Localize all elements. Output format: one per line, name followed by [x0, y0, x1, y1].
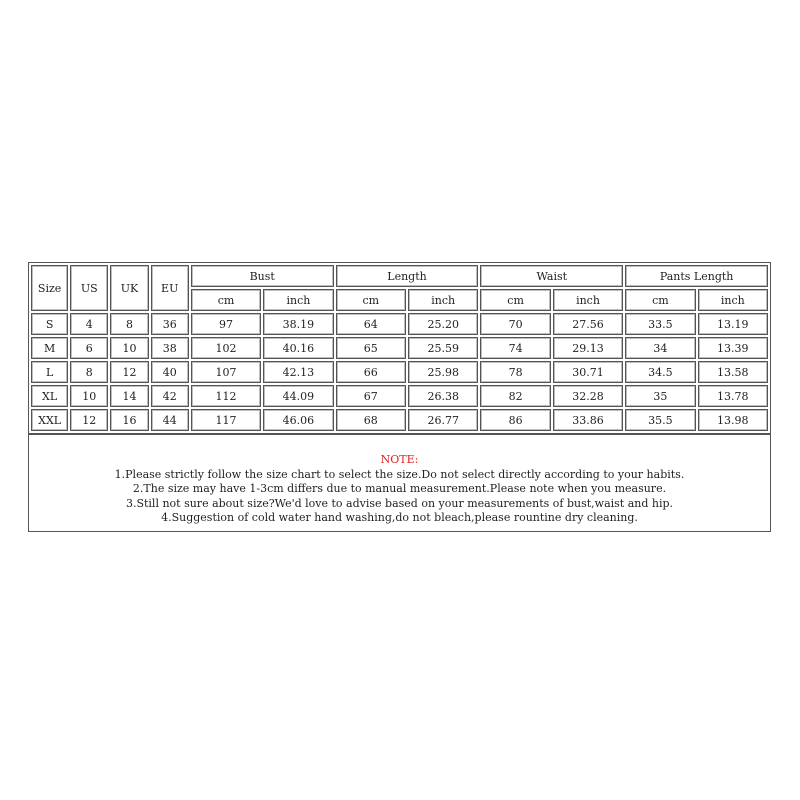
table-row — [31, 337, 768, 359]
table-cell: 34 — [625, 337, 695, 359]
table-cell: 68 — [336, 409, 406, 431]
table-row — [31, 409, 768, 431]
table-cell: 67 — [336, 385, 406, 407]
header-us: US — [70, 265, 108, 311]
table-cell: 82 — [480, 385, 550, 407]
note-box — [28, 434, 771, 532]
size-label-cell: M — [31, 337, 68, 359]
table-cell: 64 — [336, 313, 406, 335]
table-cell: 8 — [70, 361, 108, 383]
table-cell: 25.20 — [408, 313, 478, 335]
table-cell: 33.5 — [625, 313, 695, 335]
table-cell: 86 — [480, 409, 550, 431]
note-line: 3.Still not sure about size?We'd love to advise based on your measurements of bust,waist and hip. — [125, 496, 674, 510]
table-cell: 112 — [191, 385, 261, 407]
header-length: Length — [336, 265, 479, 287]
table-cell: 13.58 — [698, 361, 768, 383]
unit-header: inch — [553, 289, 623, 311]
table-cell: 117 — [191, 409, 261, 431]
table-cell: 78 — [480, 361, 550, 383]
table-cell: 38 — [151, 337, 189, 359]
note-line: 4.Suggestion of cold water hand washing,do not bleach,please rountine dry cleaning. — [161, 511, 638, 524]
table-cell: 12 — [70, 409, 108, 431]
table-cell: 25.59 — [408, 337, 478, 359]
table-cell: 46.06 — [263, 409, 333, 431]
table-cell: 26.38 — [408, 385, 478, 407]
table-cell: 36 — [151, 313, 189, 335]
table-cell: 97 — [191, 313, 261, 335]
table-cell: 13.19 — [698, 313, 768, 335]
header-uk: UK — [110, 265, 148, 311]
table-cell: 29.13 — [553, 337, 623, 359]
table-cell: 38.19 — [263, 313, 333, 335]
unit-header: inch — [698, 289, 768, 311]
table-cell: 6 — [70, 337, 108, 359]
table-cell: 70 — [480, 313, 550, 335]
table-body — [31, 313, 768, 431]
table-cell: 74 — [480, 337, 550, 359]
table-cell: 66 — [336, 361, 406, 383]
note-title: NOTE: — [380, 453, 419, 466]
table-cell: 40 — [151, 361, 189, 383]
table-cell: 35 — [625, 385, 695, 407]
table-row — [31, 313, 768, 335]
table-cell: 8 — [110, 313, 148, 335]
table-cell: 13.39 — [698, 337, 768, 359]
unit-header: cm — [336, 289, 406, 311]
table-cell: 10 — [70, 385, 108, 407]
table-cell: 35.5 — [625, 409, 695, 431]
header-pants-length: Pants Length — [625, 265, 768, 287]
table-cell: 44.09 — [263, 385, 333, 407]
table-cell: 107 — [191, 361, 261, 383]
table-cell: 13.78 — [698, 385, 768, 407]
table-cell: 33.86 — [553, 409, 623, 431]
header-bust: Bust — [191, 265, 334, 287]
unit-header: cm — [625, 289, 695, 311]
table-cell: 102 — [191, 337, 261, 359]
size-label-cell: XL — [31, 385, 68, 407]
table-cell: 42.13 — [263, 361, 333, 383]
unit-header: cm — [191, 289, 261, 311]
size-label-cell: XXL — [31, 409, 68, 431]
table-cell: 65 — [336, 337, 406, 359]
size-table — [28, 262, 771, 434]
unit-header: inch — [263, 289, 333, 311]
table-cell: 26.77 — [408, 409, 478, 431]
header-size: Size — [31, 265, 68, 311]
table-cell: 16 — [110, 409, 148, 431]
table-cell: 42 — [151, 385, 189, 407]
table-cell: 32.28 — [553, 385, 623, 407]
header-row-groups — [31, 265, 768, 287]
table-cell: 10 — [110, 337, 148, 359]
table-cell: 40.16 — [263, 337, 333, 359]
header-eu: EU — [151, 265, 189, 311]
table-cell: 44 — [151, 409, 189, 431]
table-row — [31, 361, 768, 383]
table-cell: 34.5 — [625, 361, 695, 383]
size-chart — [28, 262, 771, 532]
table-cell: 27.56 — [553, 313, 623, 335]
note-line: 1.Please strictly follow the size chart to select the size.Do not select directly according to your habits. — [114, 467, 685, 481]
size-label-cell: S — [31, 313, 68, 335]
unit-header: cm — [480, 289, 550, 311]
table-cell: 14 — [110, 385, 148, 407]
header-waist: Waist — [480, 265, 623, 287]
table-cell: 30.71 — [553, 361, 623, 383]
size-label-cell: L — [31, 361, 68, 383]
table-cell: 4 — [70, 313, 108, 335]
table-cell: 25.98 — [408, 361, 478, 383]
note-line: 2.The size may have 1-3cm differs due to manual measurement.Please note when you measure. — [132, 482, 667, 495]
table-cell: 12 — [110, 361, 148, 383]
table-cell: 13.98 — [698, 409, 768, 431]
table-row — [31, 385, 768, 407]
unit-header: inch — [408, 289, 478, 311]
